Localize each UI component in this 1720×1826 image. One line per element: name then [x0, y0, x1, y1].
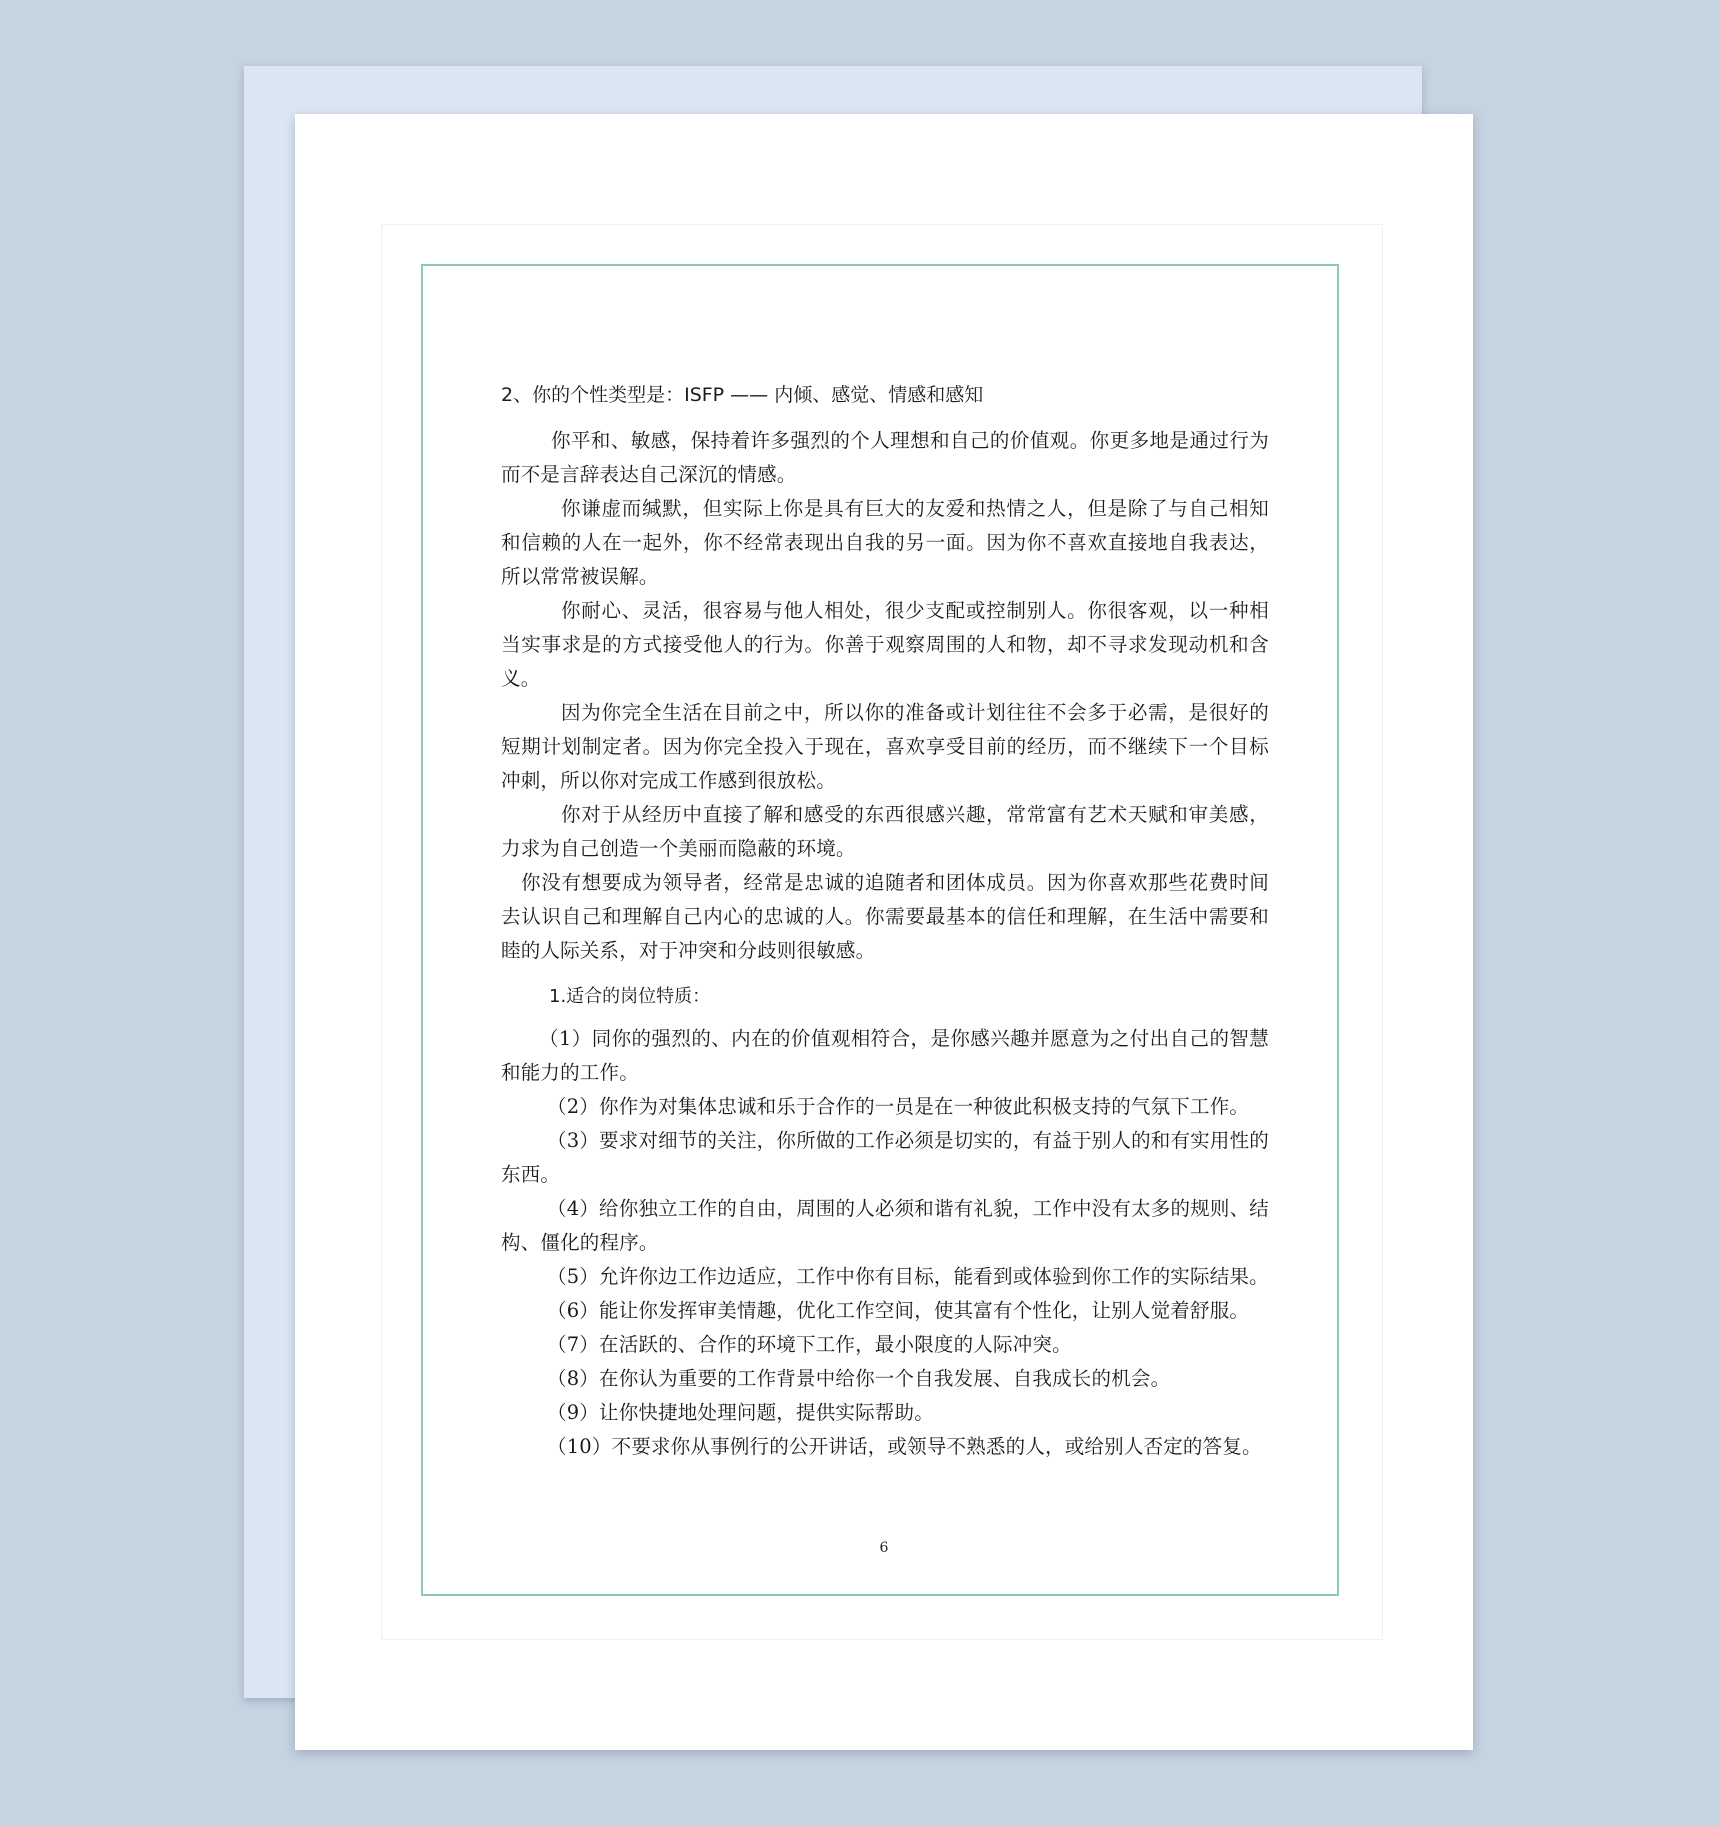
list-item: （7）在活跃的、合作的环境下工作，最小限度的人际冲突。 [547, 1333, 1072, 1356]
body-paragraph: 你耐心、灵活，很容易与他人相处，很少支配或控制别人。你很客观，以一种相当实事求是的方式接受他人的行为。你善于观察周围的人和物，却不寻求发现动机和含义。 [501, 599, 1269, 690]
body-paragraph: 因为你完全生活在目前之中，所以你的准备或计划往往不会多于必需，是很好的短期计划制定者。因为你完全投入于现在，喜欢享受目前的经历，而不继续下一个目标冲刺，所以你对完成工作感到很放松。 [501, 701, 1269, 792]
list-item: （10）不要求你从事例行的公开讲话，或领导不熟悉的人，或给别人否定的答复。 [547, 1435, 1262, 1458]
section-heading: 2、你的个性类型是：ISFP —— 内倾、感觉、情感和感知 [501, 384, 984, 406]
body-paragraph: 你没有想要成为领导者，经常是忠诚的追随者和团体成员。因为你喜欢那些花费时间去认识自己和理解自己内心的忠诚的人。你需要最基本的信任和理解，在生活中需要和睦的人际关系，对于冲突和分歧则很敏感。 [501, 871, 1269, 962]
page-number: 6 [879, 1540, 889, 1556]
list-item: （2）你作为对集体忠诚和乐于合作的一员是在一种彼此积极支持的气氛下工作。 [547, 1095, 1250, 1118]
list-item: （5）允许你边工作边适应，工作中你有目标，能看到或体验到你工作的实际结果。 [547, 1265, 1269, 1288]
list-item: （9）让你快捷地处理问题，提供实际帮助。 [547, 1401, 934, 1424]
document-page [295, 114, 1473, 1750]
page-body [501, 380, 1269, 1464]
list-item: （6）能让你发挥审美情趣，优化工作空间，使其富有个性化，让别人觉着舒服。 [547, 1299, 1250, 1322]
body-paragraph: 你对于从经历中直接了解和感受的东西很感兴趣，常常富有艺术天赋和审美感，力求为自己创造一个美丽而隐蔽的环境。 [501, 803, 1269, 860]
list-item: （3）要求对细节的关注，你所做的工作必须是切实的，有益于别人的和有实用性的东西。 [501, 1129, 1269, 1186]
list-item: （4）给你独立工作的自由，周围的人必须和谐有礼貌，工作中没有太多的规则、结构、僵化的程序。 [501, 1197, 1269, 1254]
subsection-heading: 1.适合的岗位特质： [549, 986, 711, 1007]
list-item: （1）同你的强烈的、内在的价值观相符合，是你感兴趣并愿意为之付出自己的智慧和能力的工作。 [501, 1027, 1269, 1084]
list-item: （8）在你认为重要的工作背景中给你一个自我发展、自我成长的机会。 [547, 1367, 1171, 1390]
body-paragraph: 你谦虚而缄默，但实际上你是具有巨大的友爱和热情之人，但是除了与自己相知和信赖的人在一起外，你不经常表现出自我的另一面。因为你不喜欢直接地自我表达，所以常常被误解。 [501, 497, 1269, 588]
body-paragraph: 你平和、敏感，保持着许多强烈的个人理想和自己的价值观。你更多地是通过行为而不是言辞表达自己深沉的情感。 [501, 429, 1269, 486]
